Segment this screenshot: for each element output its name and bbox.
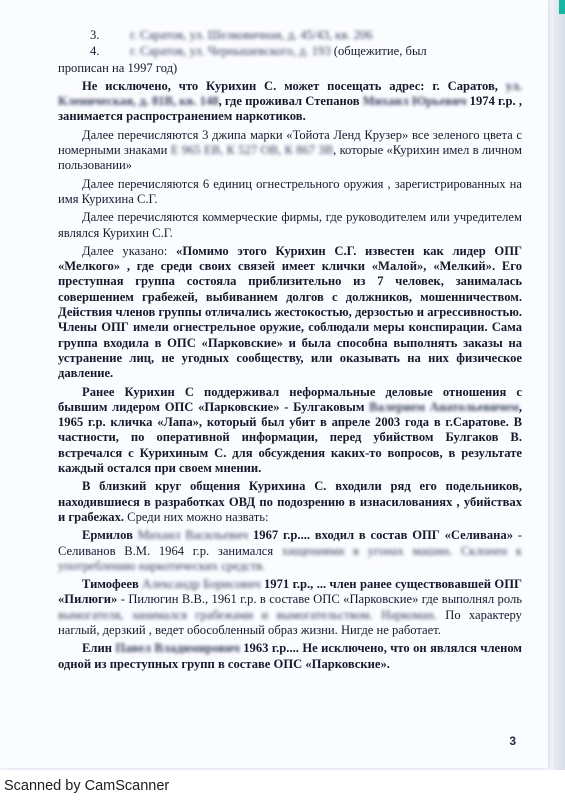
redacted-text: вымогателя, занимался грабежами и вымогательством. Наркоман.	[58, 607, 437, 622]
page-edge	[553, 0, 565, 770]
paragraph-vehicles: Далее перечисляются 3 джипа марки «Тойота Ленд Крузер» все зеленого цвета с номерными знаками Е 965 ЕВ, К 527 ОВ, К 867 ЗВ, которые «Курихин имел в личном пользовании»	[58, 127, 522, 173]
redacted-plates: Е 965 ЕВ, К 527 ОВ, К 867 ЗВ	[170, 143, 334, 158]
paragraph-timofeev: Тимофеев Александр Борисович 1971 г.р., ... член ранее существовавшей ОПГ «Пилюги» - Пилюгин В.В., 1961 г.р. в составе ОПС «Парковские» где выполнял роль вымогателя, занимался грабежами и вымогательством. Наркоман. По характеру наглый, дерзкий , ведет обособленный образ жизни. Нигде не работает.	[58, 577, 523, 637]
registration-note: прописан на 1997 год)	[58, 60, 178, 75]
list-item-number: 3.	[90, 28, 100, 42]
redacted-name: Александр Борисович	[142, 577, 261, 592]
document-body	[58, 28, 522, 675]
address-note: (общежитие, был	[333, 44, 427, 59]
paragraph-ermilov: Ермилов Михаил Васильевич 1967 г.р.... входил в состав ОПГ «Селивана» - Селиванов В.М. 1964 г.р. занимался хищениями в угонах машин. Склонен к употреблению наркотических средств.	[58, 528, 523, 573]
paragraph-close-circle: В близкий круг общения Курихина С. входили ряд его подельников, находившиеся в разработках ОВД по подозрению в изнасилованиях , убийствах и грабежах. Среди них можно назвать:	[58, 479, 522, 524]
redacted-name: Павел Владимирович	[115, 641, 240, 656]
list-item	[58, 44, 522, 59]
list-item-number: 4.	[90, 44, 100, 59]
page-number: 3	[509, 734, 516, 748]
redacted-name: Валерием Анатольевичем	[369, 399, 519, 414]
list-item	[58, 28, 522, 43]
paragraph-weapons: Далее перечисляются 6 единиц огнестрельного оружия , зарегистрированных на имя Курихина С.Г.	[58, 176, 522, 206]
redacted-address: г. Саратов, ул. Чернышевского, д. 193	[130, 44, 331, 59]
redacted-name: Михаил Васильевич	[137, 528, 249, 543]
paragraph-bulgakov: Ранее Курихин С поддерживал неформальные деловые отношения с бывшим лидером ОПС «Парковские» - Булгаковым Валерием Анатольевичем, 1965 г.р. кличка «Лапа», который был убит в апреле 2003 года в г.Саратове. В частности, по оперативной информации, перед убийством Булгаков В. встречался с Курихиным С. для обсуждения каких-то вопросов, в результате каждый остался при своем мнении.	[58, 384, 522, 476]
paragraph-elin: Елин Павел Владимирович 1963 г.р.... Не исключено, что он являлся членом одной из преступных групп в составе ОПС «Парковские».	[58, 641, 522, 671]
redacted-name: Михаил Юрьевич	[362, 94, 467, 109]
paragraph-firms: Далее перечисляются коммерческие фирмы, где руководителем или учредителем являлся Курихин С.Г.	[58, 210, 522, 240]
scanner-watermark	[0, 770, 565, 800]
watermark-text: Scanned by CamScanner	[4, 778, 170, 794]
redacted-address: г. Саратов, ул. Шелковичная, д. 45/43, кв. 206	[130, 28, 373, 42]
redacted-text: хищениями в угонах машин. Склонен к употреблению наркотических средств.	[58, 543, 522, 573]
binder-tab	[559, 0, 565, 14]
paragraph-opg-description: Далее указано: «Помимо этого Курихин С.Г. известен как лидер ОПГ «Мелкого» , где среди своих связей имеет клички «Малой», «Мелкий». Его преступная группа состояла приблизительно из 7 человек, занималась совершением грабежей, выбиванием долгов с должников, мошенничеством. Действия членов группы отличались жестокостью, дерзостью и агрессивностью. Члены ОПГ имели огнестрельное оружие, соблюдали меры конспирации. Сама группа входила в ОПС «Парковские» и была способна выполнять заказы на устранение лиц, не угодных сообществу, или оказывать на них физическое давление.	[58, 243, 523, 381]
paragraph-address-visit: Не исключено, что Курихин С. может посещать адрес: г. Саратов, ул. Кленическая, д. 81В, кв. 148, где проживал Степанов Михаил Юрьевич 1974 г.р. , занимается распространением наркотиков.	[58, 78, 522, 124]
redacted-address: ул. Кленическая, д. 81В, кв. 148	[58, 78, 522, 109]
